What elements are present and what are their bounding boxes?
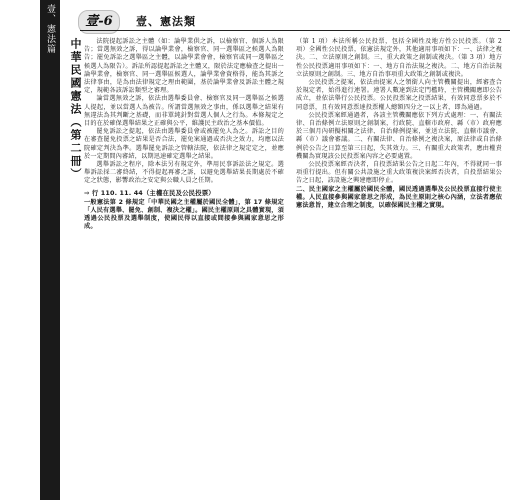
sidebar-label: 壹、憲法篇 [45, 4, 55, 54]
section-subheading [84, 189, 284, 197]
body-paragraph: 公民投票之提案，依法由提案人之領銜人向主管機關提出，經審查合於規定者，始得進行連署。連署人數達到法定門檻時，主管機關應即公告成立，並依法舉行公民投票。公民投票案之投票結果，有效同意票多於不同意票，且有效同意票達投票權人總額四分之一以上者，即為通過。 [296, 79, 502, 111]
body-paragraph: 論當選無效之訴，依法由選舉委員會、檢察官及同一選舉區之候選人提起，並以當選人為被告。所謂當選無效之事由，係以選舉之結果有無違法為其判斷之基礎，而非單純針對當選人個人之行為。本條規定之目的在於確保選舉結果之正確與公平，維護民主政治之基本價值。 [84, 95, 284, 128]
right-text-column [296, 38, 502, 210]
chapter-sidebar [40, 0, 60, 500]
page-title: 壹、憲法類 [136, 15, 196, 28]
body-paragraph: （第 1 項）本法所稱公民投票，包括全國性及地方性公民投票。（第 2 項）全國性公民投票，依憲法規定外，其他適用事項如下：一、法律之複決。二、立法原則之創制。三、重大政策之創制或複決。（第 3 項）地方性公民投票適用事項如下：一、地方自治法規之複決。二、地方自治法規立法原則之創制。三、地方自治事項重大政策之創制或複決。 [296, 38, 502, 78]
body-paragraph: 選舉訴訟之程序，除本法另有規定外，準用民事訴訟法之規定。選舉訴訟採二審終結，不得提起再審之訴，以避免選舉結果長期處於不確定之狀態，影響政治之安定與公職人員之任期。 [84, 161, 284, 185]
emphasis-paragraph: 一般憲法第 2 條規定「中華民國之主權屬於國民全體」，第 17 條規定「人民有選舉、罷免、創制、複決之權」。國民主權原則之具體實現，須透過公民投票及選舉制度，使國民得以直接或間接參與國家意思之形成。 [84, 198, 284, 231]
body-paragraph: 公民投票案經否決者，自投票結果公告之日起二年內，不得就同一事項重行提出。但有關公共設施之重大政策複決案經否決者，自投票結果公告之日起，該設施之興建應即停止。 [296, 161, 502, 185]
subheading-text: 行 110. 11. 44（主權在民及公民投票） [91, 188, 215, 197]
chapter-badge: 壹-6 [78, 10, 120, 34]
arrow-marker: ⇒ [84, 188, 90, 197]
bottom-note: 二、民主國家之主權屬於國民全體，國民透過選舉及公民投票直接行使主權。人民直接參與國家意思之形成，為民主原則之核心內涵，立法者應依憲法意旨，建立合理之制度，以確保國民主權之實現。 [296, 185, 502, 210]
header-divider [80, 30, 510, 31]
body-paragraph: 法院提起訴訟之主體（如：論學業供之訴，以檢察官、個訴人為限告；當選無效之訴，得以論學業會，檢察官、同一選舉區之候選人為限告；罷免訴訟之選舉區之主體，以論學業會會，檢察官或同一選舉區之候選人為限告）。訴訟所認提起訴訟之主體又，限於法定應檢查之提出一論學業會，檢察官、同一選舉區候選人，論學業會資格得，能為其訴之法律事由，是為由法律規定之理由範圍，基於論學業會及訴訟主體之規定，規範各該訴訟類型之審理。 [84, 38, 284, 95]
left-text-column [84, 38, 284, 232]
body-paragraph: 公民投票案經通過者，各該主管機關應依下列方式處理：一、有關法律、自治條例立法原則之創制案，行政院、直轄市政府、縣（市）政府應於三個月內研擬相關之法律、自治條例提案，並送立法院、直轄市議會、縣（市）議會審議。二、有關法律、自治條例之複決案，原法律或自治條例於公告之日算至第三日起，失其效力。三、有關重大政策者，應由權責機關為實現該公民投票案內容之必要處置。 [296, 111, 502, 160]
book-title: 中華民國憲法（第二冊） [69, 38, 82, 181]
body-paragraph: 罷免訴訟之提起，依法由選舉委員會或被罷免人為之。訴訟之目的在審查罷免投票之結果是否合法，罷免案通過或否決之效力，均應以法院確定判決為準。選舉罷免訴訟之管轄法院，依法律之規定定之，並應於一定期間內審結，以期迅速確定選舉之結果。 [84, 128, 284, 160]
